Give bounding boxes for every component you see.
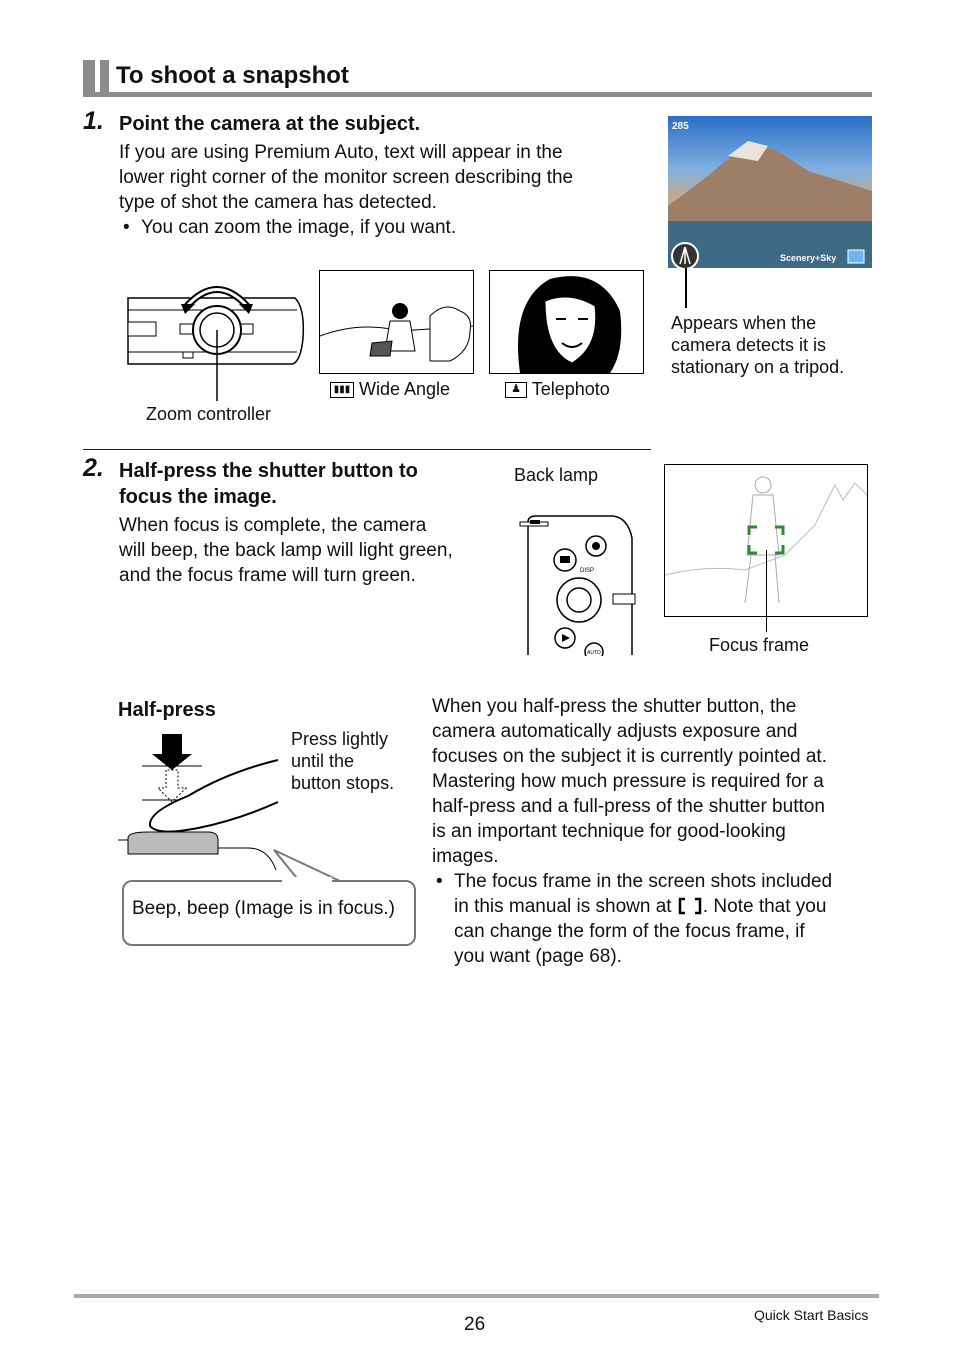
- auto-label: AUTO: [587, 650, 601, 656]
- telephoto-photo: [489, 270, 644, 374]
- wide-angle-photo: [319, 270, 474, 374]
- focus-frame-callout-line: [766, 550, 767, 632]
- shot-count: 285: [672, 121, 689, 132]
- step-1-number: 1.: [83, 107, 104, 135]
- step-2-number: 2.: [83, 454, 104, 482]
- wide-angle-icon: ▮▮▮: [330, 382, 354, 398]
- wide-angle-caption: ▮▮▮ Wide Angle: [330, 378, 450, 400]
- tripod-callout-line: [685, 268, 687, 308]
- page-number: 26: [464, 1314, 486, 1335]
- press-note: Press lightly until the button stops.: [291, 729, 395, 793]
- step-2-body: When focus is complete, the camera will beep, the back lamp will light green, and the focus frame will turn green.: [119, 515, 453, 586]
- header-bar-left: [83, 60, 95, 95]
- step-1-title: Point the camera at the subject.: [119, 113, 421, 135]
- telephoto-caption: ♟ Telephoto: [505, 378, 610, 400]
- step-1-body: If you are using Premium Auto, text will appear in the lower right corner of the monitor screen describing the type of shot the camera has detected. • You can zoom the image, if you want.: [119, 140, 649, 240]
- tripod-caption: Appears when the camera detects it is stationary on a tripod.: [671, 313, 845, 377]
- footer-rule: [74, 1294, 879, 1298]
- footer-section: Quick Start Basics: [754, 1307, 869, 1323]
- step-divider: [83, 449, 651, 450]
- camera-top-illustration: [125, 268, 310, 403]
- header-bar-right: [100, 60, 109, 95]
- focus-frame-label: Focus frame: [709, 635, 810, 655]
- halfpress-heading: Half-press: [118, 699, 216, 721]
- scene-label: Scenery+Sky: [780, 253, 837, 263]
- focus-frame-bullet: • The focus frame in the screen shots included in this manual is shown at . Note that you can change the form of the focus frame, if you want (page 68).: [432, 869, 872, 969]
- section-title: To shoot a snapshot: [116, 62, 349, 89]
- telephoto-icon: ♟: [505, 382, 527, 398]
- disp-label: DISP: [580, 568, 595, 574]
- focus-frame-icon: [677, 897, 703, 915]
- step-1-bullet: • You can zoom the image, if you want.: [119, 215, 649, 240]
- zoom-controller-label: Zoom controller: [146, 404, 272, 424]
- camera-back-illustration: [518, 508, 638, 656]
- back-lamp-label: Back lamp: [514, 465, 599, 485]
- step-2-title: Half-press the shutter button to focus the image.: [119, 460, 418, 508]
- monitor-screen-photo: [668, 116, 872, 268]
- halfpress-paragraph: When you half-press the shutter button, the camera automatically adjusts exposure and focuses on the subject it is currently pointed at. Mastering how much pressure is required for a half-press and a full-press of the shutter button is an important technique for good-looking images. • The focus frame in the screen shots included in this manual is shown at . Note that you can change the form of the focus frame, if you want (page 68).: [432, 694, 872, 969]
- header-rule: [83, 92, 872, 97]
- beep-text: Beep, beep (Image is in focus.): [132, 898, 395, 919]
